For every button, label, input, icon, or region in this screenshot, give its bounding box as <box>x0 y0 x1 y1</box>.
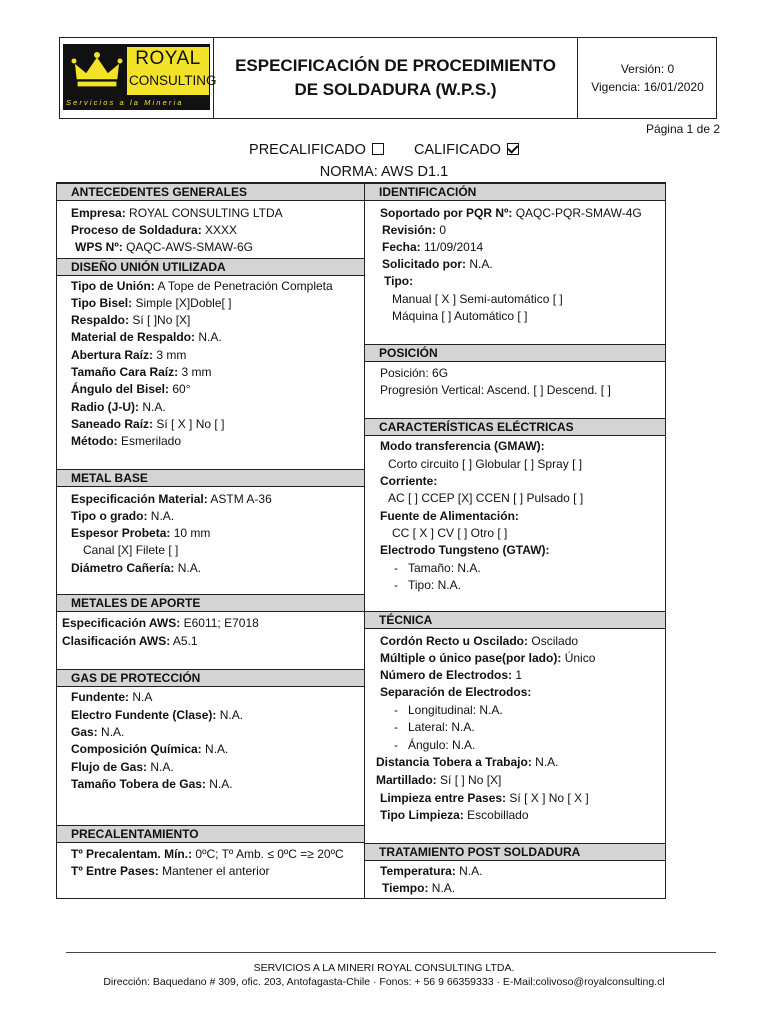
field-fuente-label: Fuente de Alimentación: <box>380 509 519 523</box>
field-fecha: Fecha: 11/09/2014 <box>382 240 484 254</box>
field-pqr: Soportado por PQR Nº: QAQC-PQR-SMAW-4G <box>380 206 642 220</box>
field-tungsteno-tamano: - Tamaño: N.A. <box>394 561 481 575</box>
field-tipo-maquina: Máquina [ ] Automático [ ] <box>392 309 528 323</box>
field-composicion: Composición Química: N.A. <box>71 742 229 756</box>
field-martillado: Martillado: Sí [ ] No [X] <box>376 773 502 787</box>
section-header-gas: GAS DE PROTECCIÓN <box>57 669 364 687</box>
field-tipo-grado: Tipo o grado: N.A. <box>71 509 175 523</box>
field-revision: Revisión: 0 <box>382 223 447 237</box>
precalificado-checkbox-icon <box>372 143 384 155</box>
column-divider <box>364 182 365 899</box>
field-gas: Gas: N.A. <box>71 725 125 739</box>
field-cara-raiz: Tamaño Cara Raíz: 3 mm <box>71 365 212 379</box>
field-canal-filete: Canal [X] Filete [ ] <box>83 543 179 557</box>
norma-text: NORMA: AWS D1.1 <box>319 164 449 180</box>
field-material-respaldo: Material de Respaldo: N.A. <box>71 330 222 344</box>
field-proceso: Proceso de Soldadura: XXXX <box>71 223 238 237</box>
version-cell <box>578 37 717 119</box>
page-number: Página 1 de 2 <box>645 122 720 136</box>
field-modo-values: Corto circuito [ ] Globular [ ] Spray [ ] <box>388 457 583 471</box>
field-distancia-tobera: Distancia Tobera a Trabajo: N.A. <box>376 755 559 769</box>
field-tipo-limpieza: Tipo Limpieza: Escobillado <box>380 808 529 822</box>
field-abertura-raiz: Abertura Raíz: 3 mm <box>71 348 187 362</box>
field-tungsteno-tipo: - Tipo: N.A. <box>394 578 461 592</box>
field-especificacion-material: Especificación Material: ASTM A-36 <box>71 492 272 506</box>
section-header-tecnica: TÉCNICA <box>365 611 665 629</box>
field-fuente-values: CC [ X ] CV [ ] Otro [ ] <box>392 526 508 540</box>
field-flujo: Flujo de Gas: N.A. <box>71 760 174 774</box>
field-espesor: Espesor Probeta: 10 mm <box>71 526 211 540</box>
section-header-identificacion: IDENTIFICACIÓN <box>365 183 665 201</box>
calificado-label: CALIFICADO <box>413 142 501 158</box>
field-tungsteno-label: Electrodo Tungsteno (GTAW): <box>380 543 550 557</box>
field-tipo-label: Tipo: <box>384 274 414 288</box>
section-header-post-soldadura: TRATAMIENTO POST SOLDADURA <box>365 843 665 861</box>
field-fundente: Fundente: N.A <box>71 690 153 704</box>
title-line-1: ESPECIFICACIÓN DE PROCEDIMIENTO <box>235 56 556 75</box>
qualification-status <box>0 140 768 160</box>
field-multiple-pase: Múltiple o único pase(por lado): Único <box>380 651 596 665</box>
section-header-metal-base: METAL BASE <box>57 469 364 487</box>
section-header-aporte: METALES DE APORTE <box>57 594 364 612</box>
field-tipo-manual: Manual [ X ] Semi-automático [ ] <box>392 292 563 306</box>
field-posicion: Posición: 6G <box>380 366 449 380</box>
field-progresion: Progresión Vertical: Ascend. [ ] Descend. [ ] <box>380 383 611 397</box>
field-tipo-bisel: Tipo Bisel: Simple [X]Doble[ ] <box>71 296 232 310</box>
footer-company: SERVICIOS A LA MINERI ROYAL CONSULTING LTDA. <box>253 962 515 974</box>
version-text: Versión: 0 <box>620 62 675 76</box>
field-cordon: Cordón Recto u Oscilado: Oscilado <box>380 634 579 648</box>
field-empresa: Empresa: ROYAL CONSULTING LTDA <box>71 206 283 220</box>
section-header-precalentamiento: PRECALENTAMIENTO <box>57 825 364 843</box>
field-solicitado: Solicitado por: N.A. <box>382 257 493 271</box>
field-separacion-label: Separación de Electrodos: <box>380 685 532 699</box>
field-radio: Radio (J-U): N.A. <box>71 400 166 414</box>
field-clasificacion-aws: Clasificación AWS: A5.1 <box>62 634 198 648</box>
vigencia-text: Vigencia: 16/01/2020 <box>591 80 704 94</box>
section-header-posicion: POSICIÓN <box>365 344 665 362</box>
crown-icon <box>70 50 124 94</box>
field-metodo: Método: Esmerilado <box>71 434 182 448</box>
field-wps: WPS Nº: QAQC-AWS-SMAW-6G <box>75 240 253 254</box>
field-longitudinal: - Longitudinal: N.A. <box>394 703 503 717</box>
field-limpieza-pases: Limpieza entre Pases: Sí [ X ] No [ X ] <box>380 791 589 805</box>
field-angulo-bisel: Ángulo del Bisel: 60° <box>71 382 191 396</box>
field-tobera: Tamaño Tobera de Gas: N.A. <box>71 777 233 791</box>
footer-divider <box>66 952 716 953</box>
field-temperatura: Temperatura: N.A. <box>380 864 483 878</box>
footer-address: Dirección: Baquedano # 309, ofic. 203, Antofagasta-Chile · Fonos: + 56 9 66359333 · E-Mail:colivoso@royalconsulting.cl <box>103 976 665 988</box>
calificado-checked-icon <box>507 143 519 155</box>
field-angulo: - Ángulo: N.A. <box>394 738 476 752</box>
section-header-diseno: DISEÑO UNIÓN UTILIZADA <box>57 258 364 276</box>
field-saneado-raiz: Saneado Raíz: Sí [ X ] No [ ] <box>71 417 225 431</box>
field-entre-pases: Tº Entre Pases: Mantener el anterior <box>71 864 270 878</box>
logo-text-royal: ROYAL <box>135 48 201 69</box>
field-tiempo: Tiempo: N.A. <box>382 881 456 895</box>
field-especificacion-aws: Especificación AWS: E6011; E7018 <box>62 616 259 630</box>
field-precalentam-min: Tº Precalentam. Mín.: 0ºC; Tº Amb. ≤ 0ºC =≥ 20ºC <box>71 847 344 861</box>
field-diametro: Diámetro Cañería: N.A. <box>71 561 202 575</box>
title-line-2: DE SOLDADURA (W.P.S.) <box>294 80 497 99</box>
logo-tagline: Servicios a la Mineria <box>66 98 184 107</box>
field-corriente-values: AC [ ] CCEP [X] CCEN [ ] Pulsado [ ] <box>388 491 584 505</box>
field-lateral: - Lateral: N.A. <box>394 720 475 734</box>
field-numero-electrodos: Número de Electrodos: 1 <box>380 668 523 682</box>
field-respaldo: Respaldo: Sí [ ]No [X] <box>71 313 191 327</box>
section-header-antecedentes: ANTECEDENTES GENERALES <box>57 183 364 201</box>
field-corriente-label: Corriente: <box>380 474 438 488</box>
field-tipo-union: Tipo de Unión: A Tope de Penetración Completa <box>71 279 333 293</box>
logo-text-consulting: CONSULTING <box>129 73 217 88</box>
section-header-electricas: CARACTERÍSTICAS ELÉCTRICAS <box>365 418 665 436</box>
field-modo-label: Modo transferencia (GMAW): <box>380 439 545 453</box>
field-electro-fundente: Electro Fundente (Clase): N.A. <box>71 708 244 722</box>
precalificado-label: PRECALIFICADO <box>249 142 366 158</box>
document-title <box>214 37 578 119</box>
